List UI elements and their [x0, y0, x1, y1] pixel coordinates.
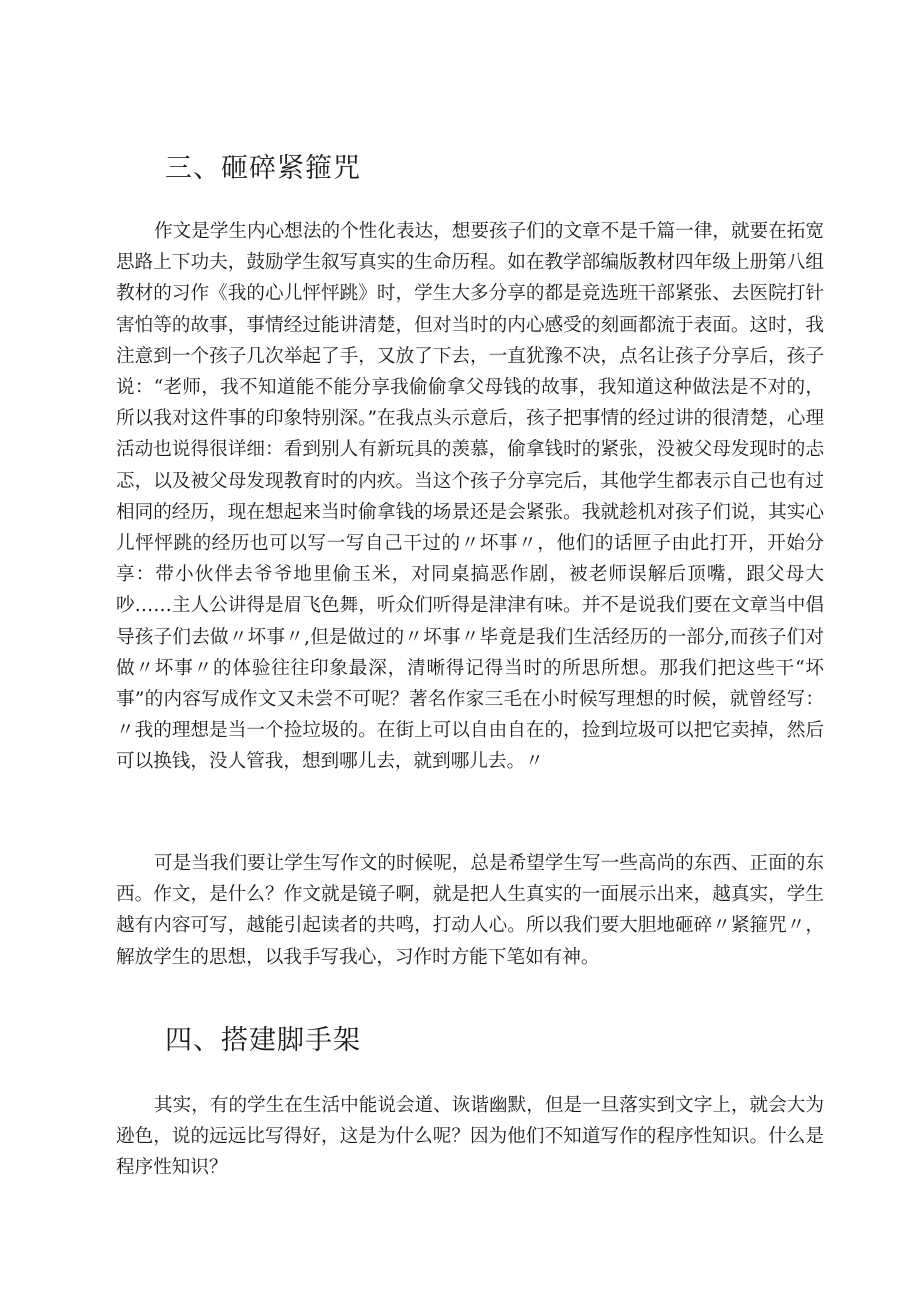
paragraph-3-1: 作文是学生内心想法的个性化表达，想要孩子们的文章不是千篇一律，就要在拓宽思路上下功夫，鼓励学生叙写真实的生命历程。如在教学部编版教材四年级上册第八组教材的习作《我的心儿怦怦跳》时，学生大多分享的都是竞选班干部紧张、去医院打针害怕等的故事，事情经过能讲清楚，但对当时的内心感受的刻画都流于表面。这时，我注意到一个孩子几次举起了手，又放了下去，一直犹豫不决，点名让孩子分享后，孩子说：“老师，我不知道能不能分享我偷偷拿父母钱的故事，我知道这种做法是不对的，所以我对这件事的印象特别深。”在我点头示意后，孩子把事情的经过讲的很清楚，心理活动也说得很详细：看到别人有新玩具的羡慕，偷拿钱时的紧张，没被父母发现时的忐忑，以及被父母发现教育时的内疚。当这个孩子分享完后，其他学生都表示自己也有过相同的经历，现在想起来当时偷拿钱的场景还是会紧张。我就趁机对孩子们说，其实心儿怦怦跳的经历也可以写一写自己干过的〃坏事〃，他们的话匣子由此打开，开始分享：带小伙伴去爷爷地里偷玉米，对同桌搞恶作剧，被老师误解后顶嘴，跟父母大吵……主人公讲得是眉飞色舞，听众们听得是津津有味。并不是说我们要在文章当中倡导孩子们去做〃坏事〃,但是做过的〃坏事〃毕竟是我们生活经历的一部分,而孩子们对做〃坏事〃的体验往往印象最深，清晰得记得当时的所思所想。那我们把这些干“坏事”的内容写成作文又未尝不可呢？著名作家三毛在小时候写理想的时候，就曾经写：〃我的理想是当一个捡垃圾的。在街上可以自由自在的，捡到垃圾可以把它卖掉，然后可以换钱，没人管我，想到哪儿去，就到哪儿去。〃: [116, 221, 824, 773]
paragraph-4-1: 其实，有的学生在生活中能说会道、诙谐幽默，但是一旦落实到文字上，就会大为逊色，说的远远比写得好，这是为什么呢？因为他们不知道写作的程序性知识。什么是程序性知识？: [116, 1095, 824, 1179]
paragraph-3-2: 可是当我们要让学生写作文的时候呢，总是希望学生写一些高尚的东西、正面的东西。作文，是什么？作文就是镜子啊，就是把人生真实的一面展示出来，越真实，学生越有内容可写，越能引起读者的共鸣，打动人心。所以我们要大胆地砸碎〃紧箍咒〃，解放学生的思想，以我手写我心，习作时方能下笔如有神。: [116, 853, 824, 968]
section-heading-3: 三、砸碎紧箍咒: [165, 153, 361, 184]
section-heading-4: 四、搭建脚手架: [165, 1025, 361, 1056]
